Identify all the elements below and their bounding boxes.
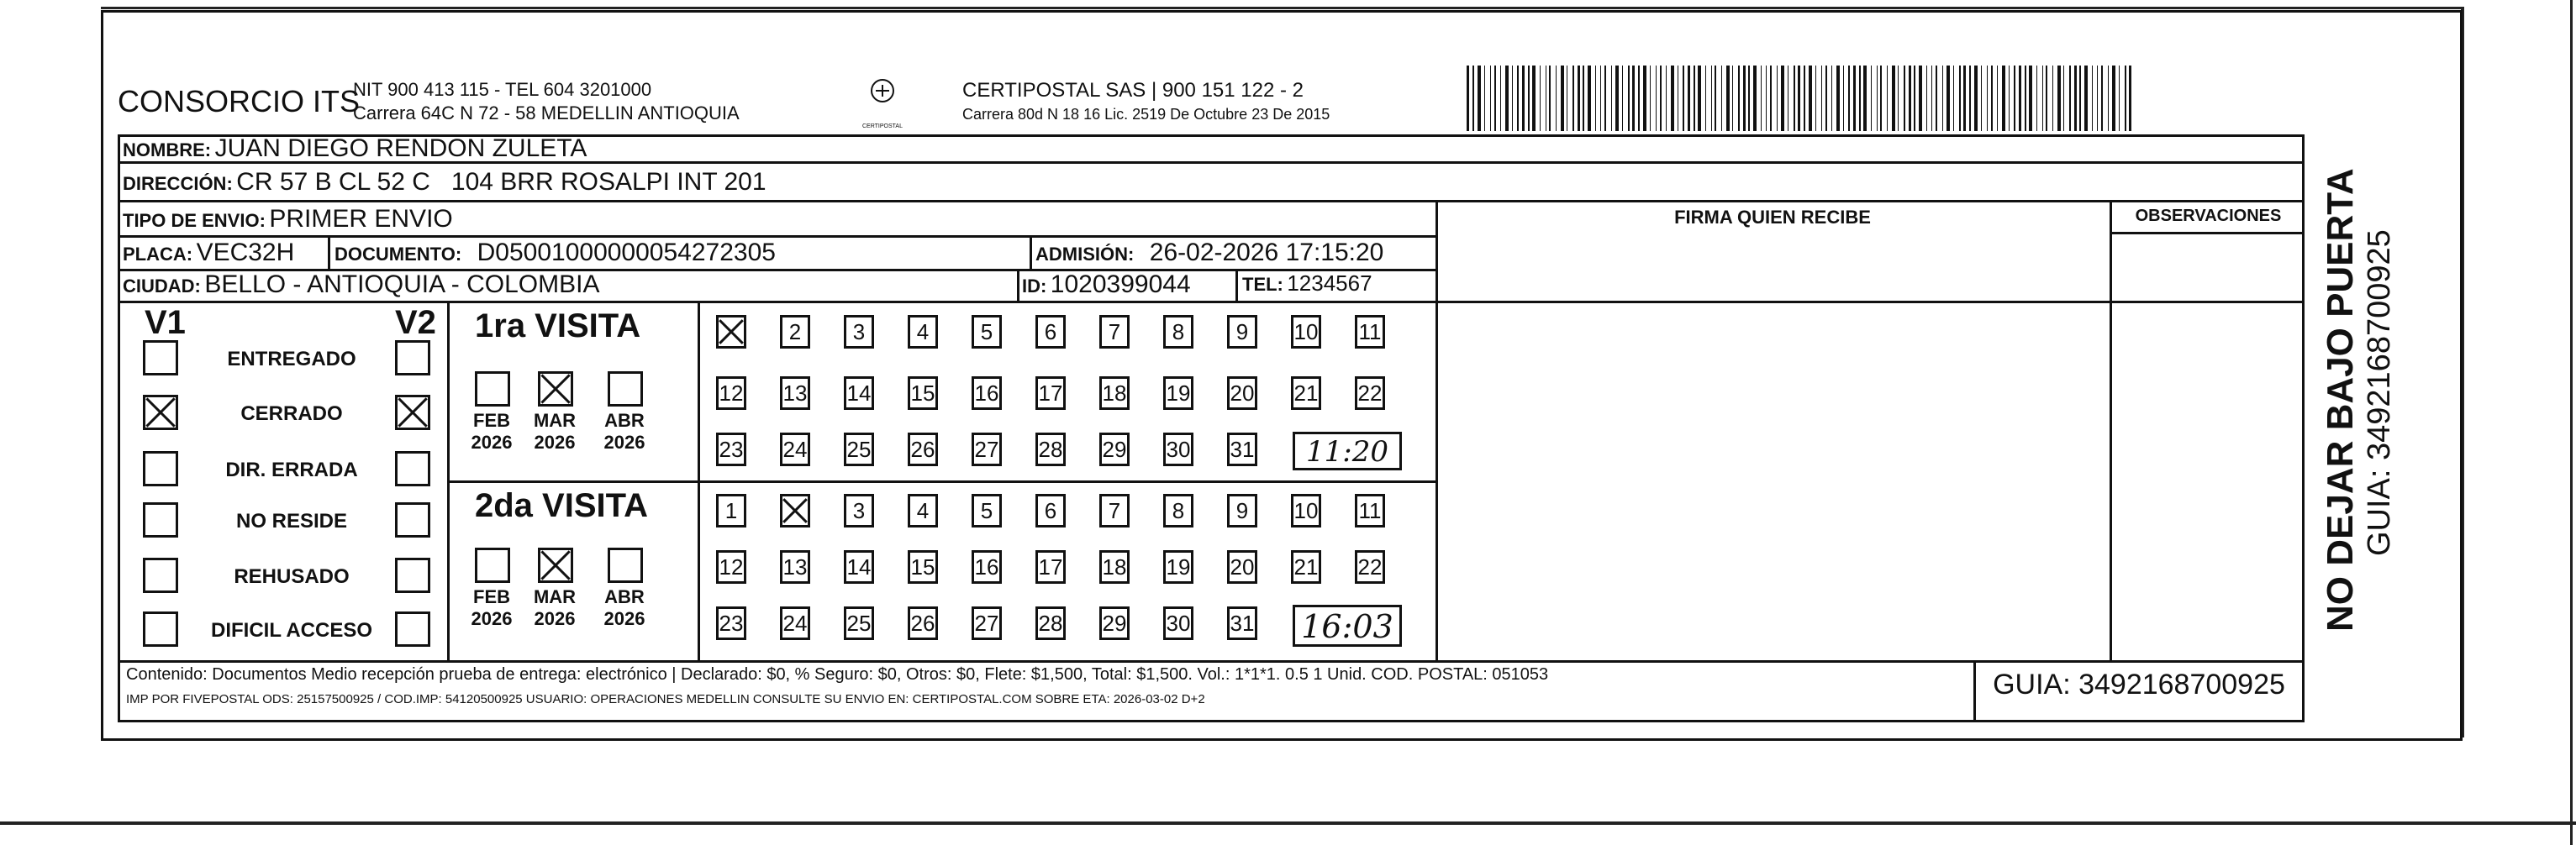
visit1-day-box[interactable]: 2 xyxy=(780,315,810,349)
visit2-day-box[interactable]: 3 xyxy=(844,494,874,527)
v2-status-checkbox[interactable] xyxy=(395,502,430,538)
visit1-day-box[interactable]: 6 xyxy=(1035,315,1066,349)
visit2-month-name: MAR xyxy=(533,586,577,607)
placa-field xyxy=(123,239,294,267)
visit2-month-year: 2026 xyxy=(534,608,576,629)
visit1-day-box[interactable]: 7 xyxy=(1099,315,1130,349)
barcode-bar xyxy=(2084,66,2088,131)
tipo-field xyxy=(123,205,453,234)
visit2-day-box[interactable]: 23 xyxy=(716,606,746,640)
barcode-bar xyxy=(2029,66,2032,131)
barcode-bar xyxy=(1512,66,1513,131)
barcode-bar xyxy=(1919,66,1922,131)
barcode-bar xyxy=(1926,66,1927,131)
tel-field xyxy=(1242,270,1372,297)
bottom-scan-line xyxy=(0,821,2576,825)
v1-status-checkbox[interactable] xyxy=(143,558,178,593)
barcode-bar xyxy=(1859,66,1861,131)
barcode-bar xyxy=(2057,66,2061,131)
barcode-bar xyxy=(1946,66,1950,131)
status-label: NO RESIDE xyxy=(235,510,348,533)
visit2-month-label xyxy=(529,586,580,630)
barcode-bar xyxy=(1467,66,1469,131)
visit2-day-box[interactable]: 17 xyxy=(1035,550,1066,584)
barcode-bar xyxy=(1671,66,1674,131)
barcode-bar xyxy=(1798,66,1800,131)
row-line xyxy=(118,660,2305,663)
visit2-day-box[interactable]: 15 xyxy=(908,550,938,584)
barcode-bar xyxy=(1588,66,1591,131)
v2-status-checkbox[interactable] xyxy=(395,451,430,486)
barcode-bar xyxy=(1600,66,1601,131)
visit1-day-box[interactable]: 14 xyxy=(844,376,874,410)
barcode-bar xyxy=(1831,66,1832,131)
visit2-month-label xyxy=(599,586,650,630)
visit-divider xyxy=(447,480,1437,483)
visit2-day-box[interactable]: 10 xyxy=(1291,494,1321,527)
visit1-month-name: MAR xyxy=(533,410,577,431)
barcode-bar xyxy=(1863,66,1867,131)
barcode-bar xyxy=(1761,66,1762,131)
visit2-month-name: FEB xyxy=(473,586,510,607)
barcode-bar xyxy=(1611,66,1612,131)
barcode-bar xyxy=(2092,66,2093,131)
ciudad-value: BELLO - ANTIOQUIA - COLOMBIA xyxy=(204,270,600,298)
barcode-bar xyxy=(1572,66,1574,131)
admision-field xyxy=(1035,239,1383,267)
barcode-bar xyxy=(1843,66,1844,131)
visit1-day-box[interactable]: 31 xyxy=(1227,433,1257,466)
id-label: ID: xyxy=(1022,276,1047,297)
visit2-day-box[interactable]: 27 xyxy=(972,606,1002,640)
nombre-value: JUAN DIEGO RENDON ZULETA xyxy=(214,134,587,162)
visit2-day-box[interactable]: 16 xyxy=(972,550,1002,584)
visit2-day-box[interactable]: 22 xyxy=(1355,550,1385,584)
admision-value: 26-02-2026 17:15:20 xyxy=(1149,239,1384,266)
visit2-month-checkbox[interactable] xyxy=(538,548,573,583)
status-label: REHUSADO xyxy=(234,565,350,588)
barcode-bar xyxy=(1549,66,1551,131)
visit2-day-box[interactable]: 30 xyxy=(1163,606,1193,640)
visit1-day-box[interactable]: 8 xyxy=(1163,315,1193,349)
nombre-label: NOMBRE: xyxy=(123,139,212,160)
barcode-bar xyxy=(1892,66,1895,131)
firma-header: FIRMA QUIEN RECIBE xyxy=(1674,207,1871,228)
barcode-bar xyxy=(2009,66,2010,131)
tipo-label: TIPO DE ENVIO: xyxy=(123,210,266,231)
visit1-month-name: FEB xyxy=(473,410,510,431)
barcode-bar xyxy=(1561,66,1564,131)
barcode-bar xyxy=(1987,66,1988,131)
id-value: 1020399044 xyxy=(1050,270,1191,298)
v1-header: V1 xyxy=(145,304,186,341)
visit2-day-box[interactable]: 7 xyxy=(1099,494,1130,527)
barcode-bar xyxy=(2079,66,2081,131)
barcode-bar xyxy=(1777,66,1778,131)
barcode-bar xyxy=(2069,66,2071,131)
no-dejar-warning: NO DEJAR BAJO PUERTA xyxy=(2320,168,2361,632)
barcode-bar xyxy=(1528,66,1530,131)
barcode-bar xyxy=(1898,66,1899,131)
barcode-bar xyxy=(2025,66,2026,131)
placa-value: VEC32H xyxy=(196,239,295,266)
v2-status-checkbox[interactable] xyxy=(395,611,430,647)
visit1-day-box[interactable]: 29 xyxy=(1099,433,1130,466)
documento-label: DOCUMENTO: xyxy=(335,244,462,265)
visit1-month-year: 2026 xyxy=(534,432,576,453)
barcode-bar xyxy=(1660,66,1662,131)
visit2-day-box[interactable]: 18 xyxy=(1099,550,1130,584)
col-line xyxy=(1030,235,1032,269)
barcode-bar xyxy=(1494,66,1496,131)
placa-label: PLACA: xyxy=(123,244,193,265)
barcode-bar xyxy=(1632,66,1635,131)
documento-field xyxy=(335,239,776,267)
visit1-month-label xyxy=(599,410,650,454)
visit2-day-box[interactable]: 6 xyxy=(1035,494,1066,527)
visit2-month-year: 2026 xyxy=(603,608,645,629)
visit2-month-checkbox[interactable] xyxy=(608,548,643,583)
visit1-day-box[interactable]: 21 xyxy=(1291,376,1321,410)
barcode-bar xyxy=(2036,66,2037,131)
visit2-title: 2da VISITA xyxy=(475,487,648,524)
visit1-day-box[interactable]: 12 xyxy=(716,376,746,410)
company-info-line2: Carrera 64C N 72 - 58 MEDELLIN ANTIOQUIA xyxy=(353,102,740,123)
far-right-line xyxy=(2570,0,2573,845)
barcode-bar xyxy=(1931,66,1932,131)
visit2-day-box[interactable]: 14 xyxy=(844,550,874,584)
col-line xyxy=(2110,200,2112,660)
visit1-day-box[interactable]: 11 xyxy=(1355,315,1385,349)
logo-text: CERTIPOSTAL xyxy=(862,123,903,129)
barcode-bar xyxy=(2097,66,2098,131)
visit2-day-box[interactable]: 26 xyxy=(908,606,938,640)
observaciones-header: OBSERVACIONES xyxy=(2135,207,2282,225)
barcode-bar xyxy=(1887,66,1888,131)
barcode-bar xyxy=(1821,66,1822,131)
tel-label: TEL: xyxy=(1242,274,1283,295)
barcode-bar xyxy=(1804,66,1805,131)
top-edge-line xyxy=(101,7,2463,9)
barcode-bar xyxy=(1638,66,1640,131)
barcode-bar xyxy=(1766,66,1767,131)
visit1-day-box[interactable] xyxy=(716,315,746,349)
barcode-bar xyxy=(1953,66,1954,131)
visit1-day-box[interactable]: 23 xyxy=(716,433,746,466)
side-guia: GUIA: 3492168700925 xyxy=(2362,229,2397,556)
col-line xyxy=(1235,269,1238,301)
visit1-day-box[interactable]: 22 xyxy=(1355,376,1385,410)
visit2-day-box[interactable]: 4 xyxy=(908,494,938,527)
visit1-day-box[interactable]: 10 xyxy=(1291,315,1321,349)
visit1-month-name: ABR xyxy=(604,410,645,431)
barcode-bar xyxy=(2042,66,2043,131)
barcode-bar xyxy=(1871,66,1872,131)
id-field xyxy=(1022,270,1191,299)
visit1-month-checkbox[interactable] xyxy=(608,371,643,407)
barcode-bar xyxy=(2063,66,2064,131)
documento-value: D05001000000054272305 xyxy=(477,239,776,266)
direccion-value: CR 57 B CL 52 C 104 BRR ROSALPI INT 201 xyxy=(236,168,766,196)
barcode-bar xyxy=(1909,66,1911,131)
admision-label: ADMISIÓN: xyxy=(1035,244,1135,265)
visit2-day-box[interactable]: 13 xyxy=(780,550,810,584)
barcode-bar xyxy=(1770,66,1772,131)
barcode-bar xyxy=(1505,66,1509,131)
visit1-day-box[interactable]: 3 xyxy=(844,315,874,349)
visit1-month-year: 2026 xyxy=(471,432,513,453)
barcode-bar xyxy=(1490,66,1491,131)
barcode-bar xyxy=(1904,66,1905,131)
visit1-day-box[interactable]: 4 xyxy=(908,315,938,349)
visit1-month-label xyxy=(466,410,517,454)
barcode-bar xyxy=(1848,66,1850,131)
barcode-bar xyxy=(1963,66,1966,131)
barcode-bar xyxy=(1622,66,1623,131)
barcode-bar xyxy=(1688,66,1690,131)
barcode-bar xyxy=(1743,66,1746,131)
barcode xyxy=(1467,66,2139,131)
barcode-bar xyxy=(2125,66,2126,131)
status-label: CERRADO xyxy=(240,402,343,425)
visit2-day-box[interactable]: 9 xyxy=(1227,494,1257,527)
company-name: CONSORCIO ITS xyxy=(118,84,361,118)
barcode-bar xyxy=(1694,66,1695,131)
visit1-day-box[interactable]: 24 xyxy=(780,433,810,466)
visit2-month-label xyxy=(466,586,517,630)
barcode-bar xyxy=(1738,66,1740,131)
barcode-bar xyxy=(1500,66,1501,131)
visit2-time[interactable]: 16:03 xyxy=(1293,605,1402,647)
visit2-day-box[interactable]: 5 xyxy=(972,494,1002,527)
barcode-bar xyxy=(2014,66,2015,131)
ciudad-label: CIUDAD: xyxy=(123,276,201,297)
barcode-bar xyxy=(1997,66,1998,131)
visit1-day-box[interactable]: 9 xyxy=(1227,315,1257,349)
row-line xyxy=(118,235,1437,238)
barcode-bar xyxy=(1914,66,1915,131)
barcode-bar xyxy=(1628,66,1630,131)
barcode-bar xyxy=(1698,66,1701,131)
barcode-bar xyxy=(1825,66,1827,131)
visit2-day-box[interactable]: 12 xyxy=(716,550,746,584)
barcode-bar xyxy=(1781,66,1784,131)
v2-status-checkbox[interactable] xyxy=(395,395,430,430)
visit1-day-box[interactable]: 27 xyxy=(972,433,1002,466)
visit1-day-box[interactable]: 19 xyxy=(1163,376,1193,410)
barcode-bar xyxy=(1936,66,1937,131)
barcode-bar xyxy=(1880,66,1882,131)
barcode-bar xyxy=(1615,66,1619,131)
visit2-day-box[interactable] xyxy=(780,494,810,527)
v2-status-checkbox[interactable] xyxy=(395,558,430,593)
barcode-bar xyxy=(1595,66,1596,131)
visit1-day-box[interactable]: 26 xyxy=(908,433,938,466)
visit2-month-name: ABR xyxy=(604,586,645,607)
barcode-bar xyxy=(1540,66,1541,131)
barcode-bar xyxy=(1942,66,1943,131)
visit1-day-box[interactable]: 17 xyxy=(1035,376,1066,410)
direccion-field xyxy=(123,168,766,197)
barcode-bar xyxy=(1532,66,1536,131)
barcode-bar xyxy=(2129,66,2131,131)
visit2-day-box[interactable]: 28 xyxy=(1035,606,1066,640)
company-info-line1: NIT 900 413 115 - TEL 604 3201000 xyxy=(353,79,652,100)
barcode-bar xyxy=(1991,66,1993,131)
footer-guia: GUIA: 3492168700925 xyxy=(1993,669,2285,701)
barcode-bar xyxy=(1583,66,1584,131)
visit1-day-box[interactable]: 25 xyxy=(844,433,874,466)
row-line xyxy=(118,200,2305,202)
ciudad-field xyxy=(123,270,599,299)
barcode-bar xyxy=(1715,66,1716,131)
barcode-bar xyxy=(1517,66,1519,131)
visit1-month-label xyxy=(529,410,580,454)
barcode-bar xyxy=(2019,66,2021,131)
barcode-bar xyxy=(2112,66,2115,131)
visit2-day-box[interactable]: 24 xyxy=(780,606,810,640)
visit2-month-checkbox[interactable] xyxy=(475,548,510,583)
barcode-bar xyxy=(1683,66,1684,131)
barcode-bar xyxy=(2074,66,2077,131)
barcode-bar xyxy=(1472,66,1474,131)
barcode-bar xyxy=(1556,66,1557,131)
visit2-day-box[interactable]: 11 xyxy=(1355,494,1385,527)
col-line xyxy=(328,235,330,269)
visit2-day-box[interactable]: 8 xyxy=(1163,494,1193,527)
barcode-bar xyxy=(1721,66,1722,131)
barcode-bar xyxy=(2108,66,2109,131)
v1-status-checkbox[interactable] xyxy=(143,395,178,430)
visit1-day-box[interactable]: 15 xyxy=(908,376,938,410)
tipo-value: PRIMER ENVIO xyxy=(269,205,453,233)
v2-header: V2 xyxy=(395,304,436,341)
visit2-day-box[interactable]: 29 xyxy=(1099,606,1130,640)
visit1-month-checkbox[interactable] xyxy=(538,371,573,407)
v1-status-checkbox[interactable] xyxy=(143,340,178,375)
barcode-bar xyxy=(1522,66,1525,131)
visit2-day-box[interactable]: 1 xyxy=(716,494,746,527)
nombre-field xyxy=(123,134,587,163)
barcode-bar xyxy=(2101,66,2103,131)
visit1-day-box[interactable]: 28 xyxy=(1035,433,1066,466)
barcode-bar xyxy=(1836,66,1840,131)
visit2-day-box[interactable]: 20 xyxy=(1227,550,1257,584)
barcode-bar xyxy=(2046,66,2047,131)
status-label: DIR. ERRADA xyxy=(225,459,358,481)
barcode-bar xyxy=(2002,66,2005,131)
barcode-bar xyxy=(1815,66,1816,131)
barcode-bar xyxy=(1650,66,1651,131)
visit2-day-box[interactable]: 31 xyxy=(1227,606,1257,640)
status-label: DIFICIL ACCESO xyxy=(210,619,372,642)
row-line xyxy=(118,301,2305,303)
barcode-bar xyxy=(1484,66,1485,131)
carrier-info: Carrera 80d N 18 16 Lic. 2519 De Octubre 23 De 2015 xyxy=(962,106,1330,123)
certipostal-logo-icon xyxy=(857,77,908,129)
barcode-bar xyxy=(1959,66,1961,131)
visit2-day-box[interactable]: 25 xyxy=(844,606,874,640)
visit2-month-year: 2026 xyxy=(471,608,513,629)
barcode-bar xyxy=(1753,66,1757,131)
visit1-day-box[interactable]: 16 xyxy=(972,376,1002,410)
barcode-bar xyxy=(1969,66,1971,131)
visit1-month-year: 2026 xyxy=(603,432,645,453)
barcode-bar xyxy=(1809,66,1812,131)
barcode-bar xyxy=(2119,66,2120,131)
barcode-bar xyxy=(1877,66,1878,131)
barcode-bar xyxy=(1643,66,1646,131)
v2-status-checkbox[interactable] xyxy=(395,340,430,375)
barcode-bar xyxy=(1726,66,1730,131)
tel-value: 1234567 xyxy=(1287,270,1372,296)
barcode-bar xyxy=(1711,66,1712,131)
barcode-bar xyxy=(1478,66,1481,131)
barcode-bar xyxy=(1981,66,1982,131)
visit1-day-box[interactable]: 30 xyxy=(1163,433,1193,466)
visit1-title: 1ra VISITA xyxy=(475,307,641,344)
footer-print-info: IMP POR FIVEPOSTAL ODS: 25157500925 / COD.IMP: 54120500925 USUARIO: OPERACIONES MEDELLIN CONSULTE SU ENVIO EN: CERTIPOSTAL.COM SOBRE ETA: 2026-03-02 D+2 xyxy=(126,692,1205,706)
barcode-bar xyxy=(1853,66,1856,131)
barcode-bar xyxy=(1732,66,1733,131)
status-label: ENTREGADO xyxy=(227,348,356,370)
barcode-bar xyxy=(2052,66,2053,131)
footer-content: Contenido: Documentos Medio recepción prueba de entrega: electrónico | Declarado: $0, % Seguro: $0, Otros: $0, Flete: $1,500, Total: $1,500. Vol.: 1*1*1. 0.5 1 Unid. COD. POSTAL: 051053 xyxy=(126,665,1549,684)
v1-status-checkbox[interactable] xyxy=(143,611,178,647)
visit1-day-box[interactable]: 20 xyxy=(1227,376,1257,410)
visit1-day-box[interactable]: 18 xyxy=(1099,376,1130,410)
barcode-bar xyxy=(1578,66,1580,131)
barcode-bar xyxy=(1705,66,1706,131)
v1-status-checkbox[interactable] xyxy=(143,502,178,538)
visit1-day-box[interactable]: 5 xyxy=(972,315,1002,349)
barcode-bar xyxy=(1748,66,1750,131)
barcode-bar xyxy=(1974,66,1978,131)
barcode-bar xyxy=(1666,66,1667,131)
visit2-day-box[interactable]: 21 xyxy=(1291,550,1321,584)
header-row-line xyxy=(2110,232,2305,234)
barcode-bar xyxy=(1604,66,1606,131)
barcode-bar xyxy=(1656,66,1657,131)
visit1-month-checkbox[interactable] xyxy=(475,371,510,407)
col-line xyxy=(1017,269,1019,301)
visit1-time[interactable]: 11:20 xyxy=(1293,432,1402,470)
carrier-name: CERTIPOSTAL SAS | 900 151 122 - 2 xyxy=(962,79,1304,102)
barcode-bar xyxy=(1794,66,1795,131)
visit1-day-box[interactable]: 13 xyxy=(780,376,810,410)
v1-status-checkbox[interactable] xyxy=(143,451,178,486)
direccion-label: DIRECCIÓN: xyxy=(123,173,233,194)
col-line xyxy=(1436,200,1438,660)
visit2-day-box[interactable]: 19 xyxy=(1163,550,1193,584)
